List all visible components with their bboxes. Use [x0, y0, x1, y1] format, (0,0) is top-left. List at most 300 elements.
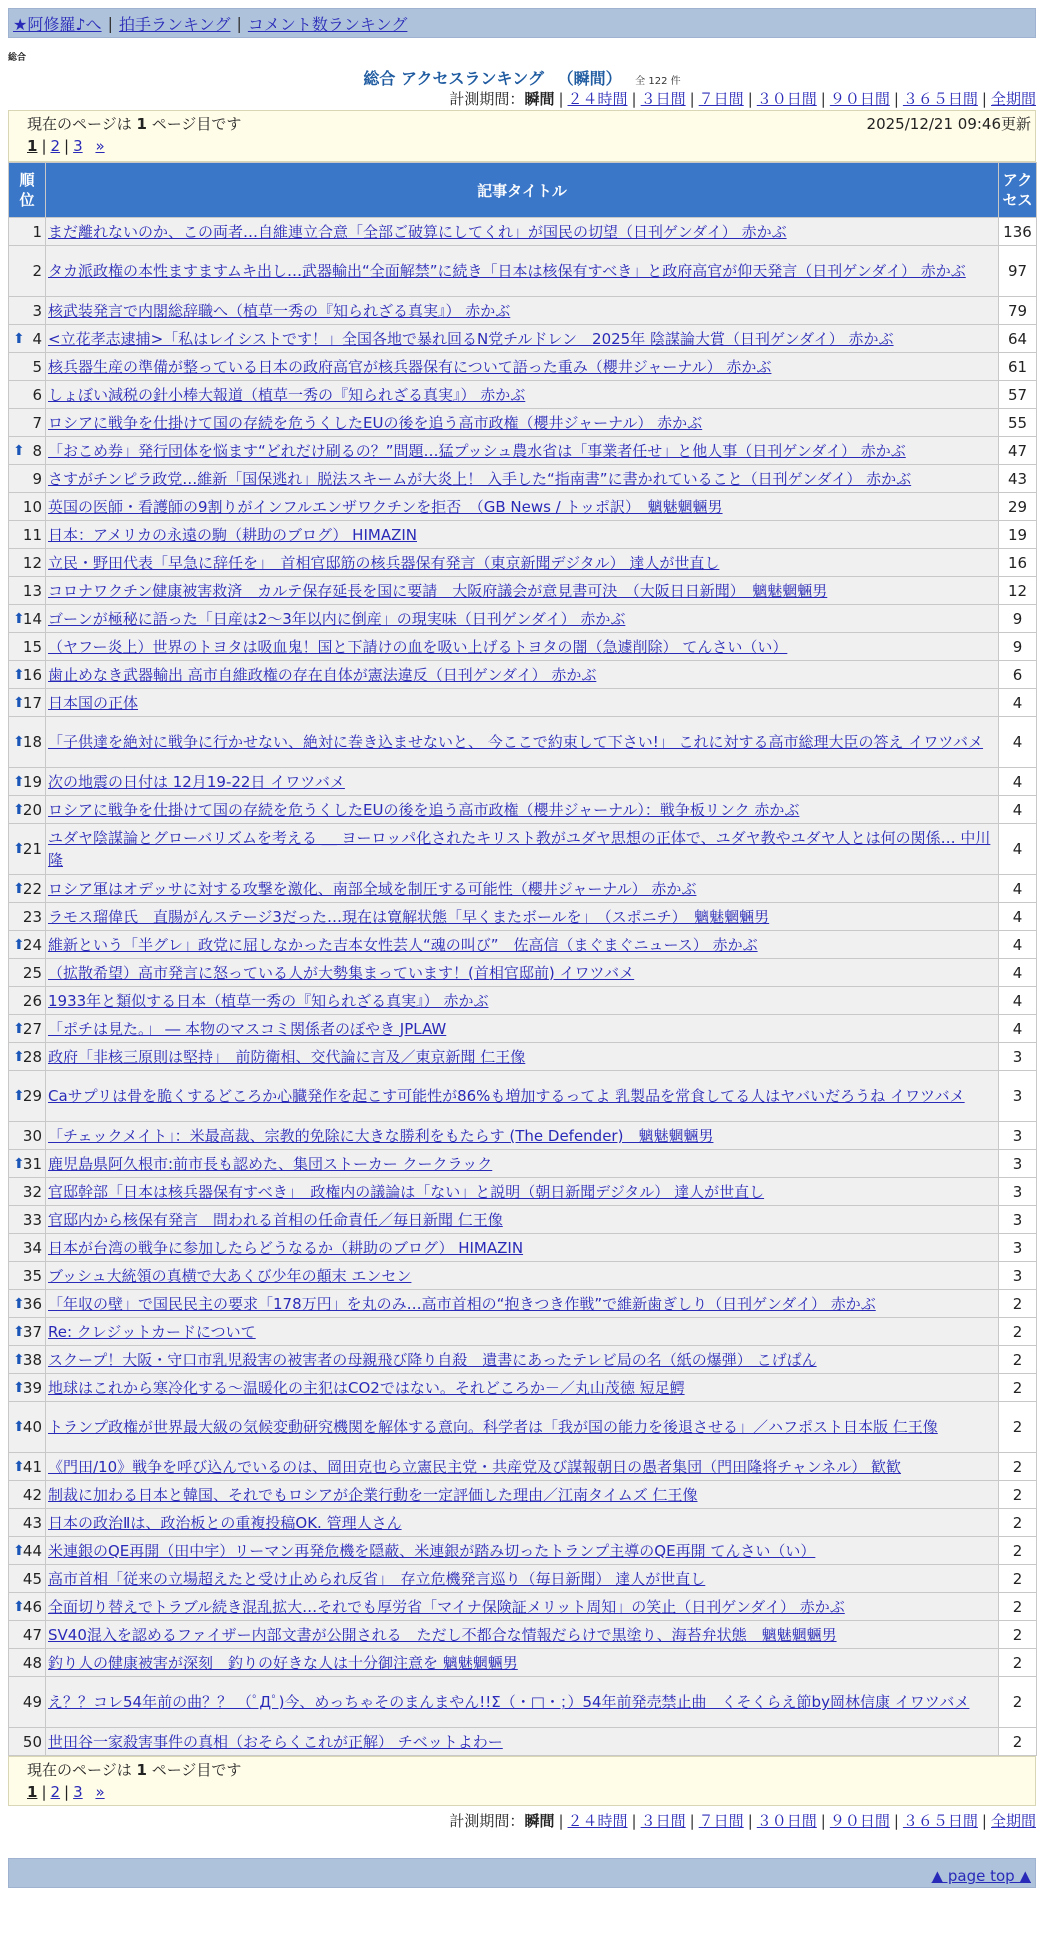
title-cell	[46, 577, 999, 605]
table-row	[9, 1565, 1037, 1593]
access-count: 4	[999, 875, 1037, 903]
top-navigation	[8, 8, 1036, 38]
table-row	[9, 903, 1037, 931]
rank-number: 28	[22, 1047, 42, 1066]
pagination	[27, 1781, 1025, 1803]
nav-separator: |	[236, 13, 242, 33]
table-row	[9, 521, 1037, 549]
article-link[interactable]: ラモス瑠偉氏 直腸がんステージ3だった…現在は寛解状態「早くまたボールを」 （スポニチ） 魑魅魍魎男	[48, 907, 770, 926]
table-row	[9, 1374, 1037, 1402]
table-row	[9, 768, 1037, 796]
access-count: 2	[999, 1453, 1037, 1481]
rank-up-arrow-icon: ⬆	[13, 1048, 25, 1065]
rank-cell	[9, 493, 46, 521]
period-link[interactable]: ９０日間	[829, 1812, 890, 1830]
table-row	[9, 437, 1037, 465]
rank-number: 34	[22, 1238, 42, 1257]
rank-cell	[9, 1593, 46, 1621]
table-row	[9, 1677, 1037, 1728]
table-row	[9, 959, 1037, 987]
title-cell	[46, 1728, 999, 1756]
article-link[interactable]: （ヤフー炎上）世界のトヨタは吸血鬼！国と下請けの血を吸い上げるトヨタの闇（急遽削除） てんさい（い）	[48, 637, 788, 656]
title-cell	[46, 1150, 999, 1178]
title-cell	[46, 1593, 999, 1621]
article-link[interactable]: 立民・野田代表「早急に辞任を」 首相官邸筋の核兵器保有発言（東京新聞デジタル） 達人が世直し	[48, 553, 720, 572]
article-link[interactable]: 官邸内から核保有発言 問われる首相の任命責任／毎日新聞 仁王像	[48, 1210, 503, 1229]
rank-number: 19	[22, 772, 42, 791]
rank-cell	[9, 1481, 46, 1509]
rank-cell	[9, 796, 46, 824]
page-info-top	[8, 110, 1036, 162]
access-count: 4	[999, 1015, 1037, 1043]
article-link[interactable]: 全面切り替えでトラブル続き混乱拡大…それでも厚労省「マイナ保険証メリット周知」の笑止（日刊ゲンダイ） 赤かぶ	[48, 1597, 845, 1616]
current-page-text	[27, 1759, 1025, 1781]
article-link[interactable]: 日本が台湾の戦争に参加したらどうなるか（耕助のブログ） HIMAZIN	[48, 1238, 524, 1257]
ranking-table	[8, 162, 1037, 1756]
rank-number: 22	[22, 879, 42, 898]
rank-number: 39	[22, 1378, 42, 1397]
pager-separator: |	[41, 1783, 47, 1801]
article-link[interactable]: 制裁に加わる日本と韓国、それでもロシアが企業行動を一定評価した理由／江南タイムズ 仁王像	[48, 1485, 698, 1504]
access-count: 3	[999, 1043, 1037, 1071]
total-count: 全 122 件	[635, 76, 681, 87]
table-row	[9, 1481, 1037, 1509]
rank-number: 25	[22, 963, 42, 982]
period-separator: |	[631, 90, 637, 108]
article-link[interactable]: 日本国の正体	[48, 693, 139, 712]
title-cell	[46, 1537, 999, 1565]
rank-number: 6	[32, 385, 42, 404]
table-row	[9, 824, 1037, 875]
article-link[interactable]: 政府「非核三原則は堅持」 前防衛相、交代論に言及／東京新聞 仁王像	[48, 1047, 526, 1066]
rank-cell	[9, 1677, 46, 1728]
rank-number: 27	[22, 1019, 42, 1038]
rank-up-arrow-icon: ⬆	[13, 1598, 25, 1615]
rank-number: 2	[32, 262, 42, 280]
access-count: 2	[999, 1649, 1037, 1677]
rank-number: 44	[22, 1541, 42, 1560]
access-count: 55	[999, 409, 1037, 437]
rank-number: 50	[22, 1732, 42, 1751]
rank-cell	[9, 353, 46, 381]
rank-up-arrow-icon: ⬆	[13, 666, 25, 683]
period-label: 計測期間：	[449, 1812, 525, 1830]
rank-up-arrow-icon: ⬆	[13, 1155, 25, 1172]
pager-separator: |	[64, 137, 70, 155]
period-separator: |	[981, 90, 987, 108]
page-prefix: 現在のページは	[27, 115, 137, 133]
rank-cell	[9, 1262, 46, 1290]
rank-cell	[9, 1649, 46, 1677]
period-link[interactable]: ３６５日間	[902, 1812, 978, 1830]
page-wrapper	[8, 0, 1036, 1888]
period-separator: |	[893, 90, 899, 108]
title-cell	[46, 1262, 999, 1290]
rank-cell	[9, 1015, 46, 1043]
title-cell	[46, 1318, 999, 1346]
page-title-period: （瞬間）	[557, 69, 622, 88]
clap-ranking-link[interactable]: 拍手ランキング	[118, 14, 231, 34]
period-link[interactable]: 全期間	[990, 1812, 1036, 1830]
title-cell	[46, 1677, 999, 1728]
article-link[interactable]: 「年収の壁」で国民民主の要求「178万円」を丸のみ…高市首相の“抱きつき作戦”で維新歯ぎしり（日刊ゲンダイ） 赤かぶ	[48, 1294, 876, 1313]
access-count: 4	[999, 796, 1037, 824]
rank-number: 9	[32, 469, 42, 488]
rank-cell	[9, 1178, 46, 1206]
page-number: 1	[136, 1761, 147, 1779]
footer-bar	[8, 1858, 1036, 1888]
rank-up-arrow-icon: ⬆	[13, 801, 25, 818]
rank-cell	[9, 1318, 46, 1346]
access-count: 4	[999, 768, 1037, 796]
table-row	[9, 1290, 1037, 1318]
period-link[interactable]: ３６５日間	[902, 90, 978, 108]
article-link[interactable]: スクープ！大阪・守口市乳児殺害の被害者の母親飛び降り自殺 遺書にあったテレビ局の名（紙の爆弾） こげぱん	[48, 1350, 817, 1369]
table-row	[9, 875, 1037, 903]
article-link[interactable]: ユダヤ陰謀論とグローバリズムを考える ＿ ヨーロッパ化されたキリスト教がユダヤ思想の正体で、ユダヤ教やユダヤ人とは何の関係… 中川隆	[48, 829, 991, 869]
rank-number: 3	[32, 301, 42, 320]
rank-cell	[9, 1453, 46, 1481]
article-link[interactable]: 世田谷一家殺害事件の真相（おそらくこれが正解） チベットよわー	[48, 1732, 503, 1751]
title-cell	[46, 931, 999, 959]
rank-up-arrow-icon: ⬆	[13, 841, 25, 857]
table-row	[9, 1593, 1037, 1621]
access-count: 61	[999, 353, 1037, 381]
access-count: 43	[999, 465, 1037, 493]
access-count: 4	[999, 824, 1037, 875]
title-cell	[46, 325, 999, 353]
period-separator: |	[981, 1812, 987, 1830]
title-cell	[46, 1346, 999, 1374]
title-cell	[46, 218, 999, 246]
page-suffix: ページ目です	[146, 115, 242, 133]
table-row	[9, 1402, 1037, 1453]
title-cell	[46, 1453, 999, 1481]
access-count: 79	[999, 297, 1037, 325]
access-count: 16	[999, 549, 1037, 577]
period-separator: |	[820, 1812, 826, 1830]
article-link[interactable]: ゴーンが極秘に語った「日産は2～3年以内に倒産」の現実味（日刊ゲンダイ） 赤かぶ	[48, 609, 626, 628]
period-link[interactable]: ２４時間	[567, 90, 628, 108]
article-link[interactable]: 1933年と類似する日本（植草一秀の『知られざる真実』） 赤かぶ	[48, 991, 489, 1010]
nav-separator: |	[107, 13, 113, 33]
period-separator: |	[747, 1812, 753, 1830]
article-link[interactable]: トランプ政権が世界最大級の気候変動研究機関を解体する意向。科学者は「我が国の能力を後退させる」／ハフポスト日本版 仁王像	[48, 1418, 938, 1436]
article-link[interactable]: 維新という「半グレ」政党に屈しなかった吉本女性芸人“魂の叫び” 佐高信（まぐまぐニュース） 赤かぶ	[48, 935, 758, 954]
table-row	[9, 353, 1037, 381]
rank-number: 18	[22, 733, 42, 751]
access-count: 3	[999, 1206, 1037, 1234]
article-link[interactable]: 地球はこれから寒冷化する～温暖化の主犯はCO2ではない。それどころか－／丸山茂徳 短足鰐	[48, 1378, 685, 1397]
page-link[interactable]: 3	[73, 137, 83, 155]
title-cell	[46, 353, 999, 381]
table-row	[9, 1318, 1037, 1346]
rank-cell	[9, 1374, 46, 1402]
rank-number: 36	[22, 1294, 42, 1313]
rank-number: 10	[22, 497, 42, 516]
rank-cell	[9, 633, 46, 661]
pager-space	[87, 137, 92, 155]
article-link[interactable]: タカ派政権の本性ますますムキ出し…武器輸出“全面解禁”に続き「日本は核保有すべき」と政府高官が仰天発言（日刊ゲンダイ） 赤かぶ	[48, 262, 966, 280]
title-cell	[46, 409, 999, 437]
article-link[interactable]: コロナワクチン健康被害救済 カルテ保存延長を国に要請 大阪府議会が意見書可決 （大阪日日新聞） 魑魅魍魎男	[48, 581, 828, 600]
access-count: 2	[999, 1677, 1037, 1728]
title-cell	[46, 1481, 999, 1509]
rank-cell	[9, 325, 46, 353]
rank-up-arrow-icon: ⬆	[13, 694, 25, 711]
access-count: 2	[999, 1537, 1037, 1565]
rank-number: 5	[32, 357, 42, 376]
title-cell	[46, 824, 999, 875]
period-separator: |	[558, 1812, 564, 1830]
article-link[interactable]: ロシア軍はオデッサに対する攻撃を激化、南部全域を制圧する可能性（櫻井ジャーナル） 赤かぶ	[48, 879, 697, 898]
rank-cell	[9, 987, 46, 1015]
rank-number: 40	[22, 1418, 42, 1436]
period-separator: |	[747, 90, 753, 108]
access-count: 2	[999, 1728, 1037, 1756]
comment-ranking-link[interactable]: コメント数ランキング	[247, 14, 408, 34]
table-row	[9, 1043, 1037, 1071]
rank-cell	[9, 521, 46, 549]
access-count: 2	[999, 1565, 1037, 1593]
table-row	[9, 297, 1037, 325]
rank-cell	[9, 1537, 46, 1565]
rank-cell	[9, 824, 46, 875]
table-row	[9, 931, 1037, 959]
access-count: 2	[999, 1402, 1037, 1453]
period-separator: |	[893, 1812, 899, 1830]
page-top-link[interactable]: ▲ page top ▲	[931, 1867, 1031, 1885]
article-link[interactable]: （拡散希望）高市発言に怒っている人が大勢集まっています！(首相官邸前) イワツバメ	[48, 963, 635, 982]
article-link[interactable]: 英国の医師・看護師の9割りがインフルエンザワクチンを拒否 （GB News / トッポ訳） 魑魅魍魎男	[48, 497, 723, 516]
rank-cell	[9, 1728, 46, 1756]
rank-cell	[9, 903, 46, 931]
access-count: 3	[999, 1150, 1037, 1178]
article-link[interactable]: 《門田/10》戦争を呼び込んでいるのは、岡田克也ら立憲民主党・共産党及び謀報朝日の愚者集団（門田隆将チャンネル） 歓歓	[48, 1457, 902, 1476]
table-row	[9, 465, 1037, 493]
article-link[interactable]: しょぼい減税の針小棒大報道（植草一秀の『知られざる真実』） 赤かぶ	[48, 385, 526, 404]
access-count: 2	[999, 1346, 1037, 1374]
access-count: 3	[999, 1178, 1037, 1206]
rank-number: 13	[22, 581, 42, 600]
title-cell	[46, 987, 999, 1015]
table-row	[9, 661, 1037, 689]
rank-up-arrow-icon: ⬆	[13, 330, 25, 347]
article-link[interactable]: 「チェックメイト」：米最高裁、宗教的免除に大きな勝利をもたらす (The Defender) 魑魅魍魎男	[48, 1126, 714, 1145]
title-cell	[46, 689, 999, 717]
rank-cell	[9, 689, 46, 717]
period-link[interactable]: ７日間	[698, 90, 744, 108]
article-link[interactable]: 「ポチは見た。」 ― 本物のマスコミ関係者のぼやき JPLAW	[48, 1019, 447, 1038]
period-link[interactable]: ７日間	[698, 1812, 744, 1830]
article-link[interactable]: 次の地震の日付は 12月19-22日 イワツバメ	[48, 772, 345, 791]
title-cell	[46, 1290, 999, 1318]
next-page-link[interactable]: »	[95, 137, 105, 155]
table-row	[9, 689, 1037, 717]
article-link[interactable]: 日本：アメリカの永遠の駒（耕助のブログ） HIMAZIN	[48, 525, 417, 544]
rank-number: 16	[22, 665, 42, 684]
article-link[interactable]: Caサプリは骨を脆くするどころか心臓発作を起こす可能性が86%も増加するってよ 乳製品を常食してる人はヤバいだろうね イワツバメ	[48, 1087, 965, 1105]
period-selector	[8, 1810, 1036, 1832]
rank-up-arrow-icon: ⬆	[13, 936, 25, 953]
rank-up-arrow-icon: ⬆	[13, 1542, 25, 1559]
table-row	[9, 633, 1037, 661]
rank-number: 8	[32, 441, 42, 460]
rank-number: 41	[22, 1457, 42, 1476]
rank-up-arrow-icon: ⬆	[13, 1295, 25, 1312]
title-cell	[46, 875, 999, 903]
title-cell	[46, 1043, 999, 1071]
next-page-link[interactable]: »	[95, 1783, 105, 1801]
table-row	[9, 1262, 1037, 1290]
article-link[interactable]: 米連銀のQE再開（田中宇）リーマン再発危機を隠蔽、米連銀が踏み切ったトランプ主導のQE再開 てんさい（い）	[48, 1541, 816, 1560]
rank-up-arrow-icon: ⬆	[13, 442, 25, 459]
table-row	[9, 1509, 1037, 1537]
title-cell	[46, 1178, 999, 1206]
title-cell	[46, 549, 999, 577]
rank-number: 45	[22, 1569, 42, 1588]
header-access: アクセス	[999, 163, 1037, 218]
page-link-current[interactable]: 1	[27, 1783, 38, 1801]
table-row	[9, 1015, 1037, 1043]
period-link[interactable]: ９０日間	[829, 90, 890, 108]
table-row	[9, 577, 1037, 605]
table-row	[9, 1621, 1037, 1649]
article-link[interactable]: 核兵器生産の準備が整っている日本の政府高官が核兵器保有について語った重み（櫻井ジャーナル） 赤かぶ	[48, 357, 772, 376]
table-row	[9, 1122, 1037, 1150]
article-link[interactable]: まだ離れないのか、この両者…自維連立合意「全部ご破算にしてくれ」が国民の切望（日刊ゲンダイ） 赤かぶ	[48, 222, 787, 241]
access-count: 47	[999, 437, 1037, 465]
table-row	[9, 796, 1037, 824]
rank-number: 31	[22, 1154, 42, 1173]
rank-number: 29	[22, 1087, 42, 1105]
access-count: 12	[999, 577, 1037, 605]
title-cell	[46, 605, 999, 633]
rank-up-arrow-icon: ⬆	[13, 1020, 25, 1037]
rank-up-arrow-icon: ⬆	[13, 1088, 25, 1104]
article-link[interactable]: 「子供達を絶対に戦争に行かせない、絶対に巻き込ませないと、 今ここで約束して下さい!」 これに対する高市総理大臣の答え イワツバメ	[48, 733, 984, 751]
rank-cell	[9, 1402, 46, 1453]
article-link[interactable]: SV40混入を認めるファイザー内部文書が公開される ただし不都合な情報だらけで黒塗り、海苔弁状態 魑魅魍魎男	[48, 1625, 837, 1644]
rank-number: 15	[22, 637, 42, 656]
article-link[interactable]: 核武装発言で内閣総辞職へ（植草一秀の『知られざる真実』） 赤かぶ	[48, 301, 511, 320]
access-count: 2	[999, 1481, 1037, 1509]
access-count: 2	[999, 1593, 1037, 1621]
pager-space	[87, 1783, 92, 1801]
access-count: 57	[999, 381, 1037, 409]
article-link[interactable]: <立花孝志逮捕>「私はレイシストです！」全国各地で暴れ回るN党チルドレン 2025年 陰謀論大賞（日刊ゲンダイ） 赤かぶ	[48, 329, 894, 348]
article-link[interactable]: ロシアに戦争を仕掛けて国の存続を危うくしたEUの後を追う高市政権（櫻井ジャーナル）：戦争板リンク 赤かぶ	[48, 800, 800, 819]
rank-cell	[9, 1621, 46, 1649]
rank-number: 4	[32, 329, 42, 348]
article-link[interactable]: 「おこめ券」発行団体を悩ます“どれだけ刷るの？”問題…猛プッシュ農水省は「事業者任せ」と他人事（日刊ゲンダイ） 赤かぶ	[48, 441, 906, 460]
rank-number: 26	[22, 991, 42, 1010]
rank-cell	[9, 437, 46, 465]
page-link[interactable]: 2	[50, 1783, 61, 1801]
period-separator: |	[631, 1812, 637, 1830]
access-count: 9	[999, 633, 1037, 661]
access-count: 2	[999, 1374, 1037, 1402]
rank-number: 30	[22, 1126, 42, 1145]
article-link[interactable]: 鹿児島県阿久根市:前市長も認めた、集団ストーカー クークラック	[48, 1154, 493, 1173]
rank-up-arrow-icon: ⬆	[13, 1419, 25, 1435]
rank-cell	[9, 577, 46, 605]
rank-number: 46	[22, 1597, 42, 1616]
article-link[interactable]: 歯止めなき武器輸出 高市自維政権の存在自体が憲法違反（日刊ゲンダイ） 赤かぶ	[48, 665, 597, 684]
rank-cell	[9, 875, 46, 903]
period-link[interactable]: ３０日間	[756, 90, 817, 108]
table-row	[9, 1537, 1037, 1565]
page-link[interactable]: 2	[50, 137, 61, 155]
rank-cell	[9, 381, 46, 409]
period-link[interactable]: ２４時間	[567, 1812, 628, 1830]
rank-number: 37	[22, 1322, 42, 1341]
page-info-bottom	[8, 1756, 1036, 1806]
rank-cell	[9, 768, 46, 796]
table-row	[9, 717, 1037, 768]
period-link[interactable]: ３日間	[640, 1812, 686, 1830]
article-link[interactable]: さすがチンピラ政党…維新「国保逃れ」脱法スキームが大炎上！ 入手した“指南書”に書かれていること（日刊ゲンダイ） 赤かぶ	[48, 469, 912, 488]
article-link[interactable]: Re: クレジットカードについて	[48, 1322, 256, 1341]
page-link[interactable]: 3	[73, 1783, 83, 1801]
table-row	[9, 1453, 1037, 1481]
article-link[interactable]: 釣り人の健康被害が深刻 釣りの好きな人は十分御注意を 魑魅魍魎男	[48, 1653, 518, 1672]
table-row	[9, 1178, 1037, 1206]
table-row	[9, 1206, 1037, 1234]
page-title	[8, 66, 1036, 88]
period-link[interactable]: ３日間	[640, 90, 686, 108]
article-link[interactable]: 官邸幹部「日本は核兵器保有すべき」 政権内の議論は「ない」と説明（朝日新聞デジタル） 達人が世直し	[48, 1182, 765, 1201]
period-link[interactable]: 全期間	[990, 90, 1036, 108]
rank-number: 32	[22, 1182, 42, 1201]
rank-up-arrow-icon: ⬆	[13, 1458, 25, 1475]
rank-number: 38	[22, 1350, 42, 1369]
access-count: 3	[999, 1234, 1037, 1262]
page-link-current[interactable]: 1	[27, 137, 38, 155]
title-cell	[46, 633, 999, 661]
period-current: 瞬間	[524, 90, 555, 108]
rank-cell	[9, 409, 46, 437]
period-link[interactable]: ３０日間	[756, 1812, 817, 1830]
access-count: 29	[999, 493, 1037, 521]
period-separator: |	[820, 90, 826, 108]
rank-cell	[9, 605, 46, 633]
rank-number: 23	[22, 907, 42, 926]
rank-cell	[9, 661, 46, 689]
article-link[interactable]: 日本の政治Ⅱは、政治板との重複投稿OK. 管理人さん	[48, 1513, 402, 1532]
article-link[interactable]: ロシアに戦争を仕掛けて国の存続を危うくしたEUの後を追う高市政権（櫻井ジャーナル） 赤かぶ	[48, 413, 703, 432]
access-count: 4	[999, 931, 1037, 959]
rank-cell	[9, 246, 46, 297]
table-row	[9, 409, 1037, 437]
rank-number: 33	[22, 1210, 42, 1229]
title-cell	[46, 1509, 999, 1537]
rank-number: 49	[22, 1693, 42, 1711]
table-row	[9, 1234, 1037, 1262]
title-cell	[46, 1649, 999, 1677]
rank-cell	[9, 1346, 46, 1374]
access-count: 2	[999, 1509, 1037, 1537]
access-count: 2	[999, 1318, 1037, 1346]
rank-cell	[9, 931, 46, 959]
home-link[interactable]: ★阿修羅♪へ	[13, 14, 102, 34]
article-link[interactable]: 高市首相「従来の立場超えたと受け止められ反省」 存立危機発言巡り（毎日新聞） 達人が世直し	[48, 1569, 706, 1588]
article-link[interactable]: ブッシュ大統領の真横で大あくび少年の顛末 エンセン	[48, 1266, 412, 1285]
article-link[interactable]: え？？コレ54年前の曲？？ （ﾟДﾟ)今、めっちゃそのまんまやん!!Σ（・□・；）54年前発売禁止曲 くそくらえ節by岡林信康 イワツバメ	[48, 1693, 970, 1711]
title-cell	[46, 465, 999, 493]
rank-cell	[9, 1234, 46, 1262]
access-count: 3	[999, 1262, 1037, 1290]
